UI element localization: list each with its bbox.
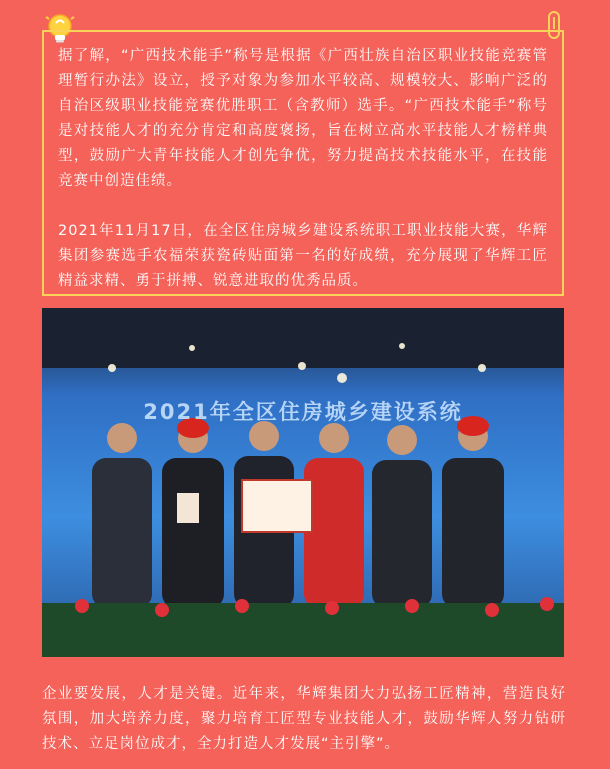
photo-banner-text: 2021年全区住房城乡建设系统 (143, 400, 463, 424)
outro-paragraph: 企业要发展，人才是关键。近年来，华辉集团大力弘扬工匠精神，营造良好氛围，加大培养力度，聚力培育工匠型专业技能人才，鼓励华辉人努力钻研技术、立足岗位成才，全力打造人才发展“主引擎”。 (42, 686, 566, 752)
intro-frame (42, 30, 564, 296)
award-photo (42, 308, 564, 657)
intro-paragraph-1: 据了解，“广西技术能手”称号是根据《广西壮族自治区职业技能竞赛管理暂行办法》设立，授予对象为参加水平较高、规模较大、影响广泛的自治区级职业技能竞赛优胜职工（含教师）选手。“广西技术能手”称号是对技能人才的充分肯定和高度褒扬，旨在树立高水平技能人才榜样典型，鼓励广大青年技能人才创先争优，努力提高技术技能水平，在技能竞赛中创造佳绩。 (58, 48, 548, 189)
intro-paragraph-2: 2021年11月17日，在全区住房城乡建设系统职工职业技能大赛，华辉集团参赛选手农福荣获瓷砖贴面第一名的好成绩，充分展现了华辉工匠精益求精、勇于拼搏、锐意进取的优秀品质。 (58, 223, 548, 289)
